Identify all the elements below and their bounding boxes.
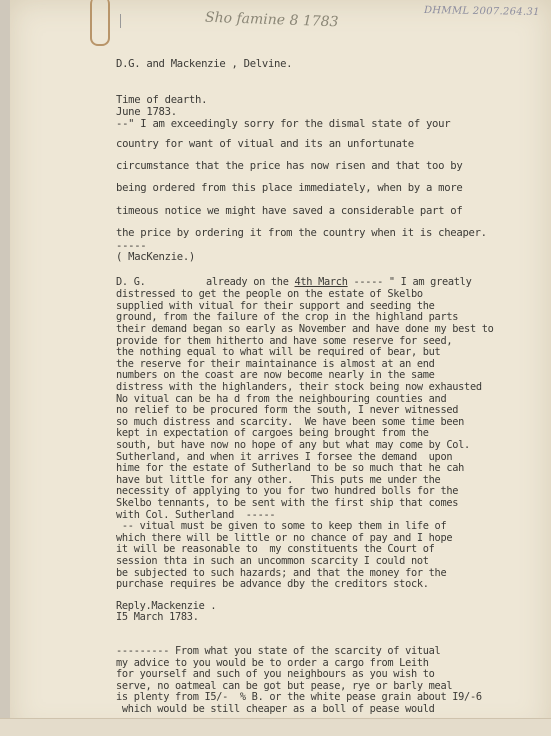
section1-heading: Time of dearth. xyxy=(116,94,208,106)
letter-signature: ( MacKenzie.) xyxy=(116,251,196,263)
letter-line: numbers on the coast are now become nearly in the same xyxy=(116,369,435,381)
letter-intro-line xyxy=(206,276,471,288)
reply-date: I5 March 1783. xyxy=(116,611,199,623)
page-bottom-edge xyxy=(0,718,551,736)
paperclip-icon xyxy=(90,0,110,46)
letter-line: hime for the estate of Sutherland to be so much that he cah xyxy=(116,462,465,474)
pencil-mark xyxy=(120,14,121,28)
letter-line: being ordered from this place immediately, when by a more xyxy=(116,182,463,194)
letter-line: supplied with vitual for their support and seeding the xyxy=(116,300,435,312)
archive-reference-number: DHMML 2007.264.31 xyxy=(423,4,540,19)
letter-line: which there will be little or no chance of pay and I hope xyxy=(116,532,453,544)
letter-line: provide for them hitherto and have some reserve for seed, xyxy=(116,335,453,347)
letter-line: Sutherland, and when it arrives I forsee the demand upon xyxy=(116,451,453,463)
letter-line: distress with the highlanders, their stock being now exhausted xyxy=(116,381,482,393)
handwritten-annotation: Sho famine 8 1783 xyxy=(204,9,339,31)
letter-line: have but little for any other. This puts me under the xyxy=(116,474,441,486)
letter-line: the nothing equal to what will be required of bear, but xyxy=(116,346,441,358)
letter-line: --" I am exceedingly sorry for the dismal state of your xyxy=(116,118,451,130)
letter-line: be subjected to such hazards; and that the money for the xyxy=(116,567,447,579)
letter-line: session thta in such an uncommon scarcity I could not xyxy=(116,555,429,567)
letter-line: distressed to get the people on the estate of Skelbo xyxy=(116,288,423,300)
letter-line: -- vitual must be given to some to keep them in life of xyxy=(116,520,447,532)
letter-line: my advice to you would be to order a cargo from Leith xyxy=(116,657,429,669)
letter-line: their demand began so early as November and have done my best to xyxy=(116,323,494,335)
letter-line: ground, from the failure of the crop in the highland parts xyxy=(116,311,459,323)
letter-line: it will be reasonable to my constituents the Court of xyxy=(116,543,435,555)
letter-line: No vitual can be ha d from the neighbouring counties and xyxy=(116,393,447,405)
letter-line: the price by ordering it from the country when it is cheaper. xyxy=(116,227,487,239)
letter-line: timeous notice we might have saved a considerable part of xyxy=(116,205,463,217)
letter-speaker: D. G. xyxy=(116,276,146,288)
letter-line: circumstance that the price has now risen and that too by xyxy=(116,160,463,172)
letter-line: for yourself and such of you neighbours as you wish to xyxy=(116,668,435,680)
document-title: D.G. and Mackenzie , Delvine. xyxy=(116,58,293,70)
intro-text: already on the xyxy=(206,276,295,288)
letter-line: --------- From what you state of the scarcity of vitual xyxy=(116,645,441,657)
letter-line: necessity of applying to you for two hundred bolls for the xyxy=(116,485,459,497)
reply-heading: Reply.Mackenzie . xyxy=(116,600,217,612)
letter-line: Skelbo tennants, to be sent with the first ship that comes xyxy=(116,497,459,509)
letter-line: so much distress and scarcity. We have been some time been xyxy=(116,416,465,428)
letter-line: the reserve for their maintainance is almost at an end xyxy=(116,358,435,370)
intro-text-end: ----- " I am greatly xyxy=(347,276,472,288)
letter-line: which would be still cheaper as a boll of pease would xyxy=(116,703,435,715)
letter-line: ----- xyxy=(116,240,147,252)
letter-line: is plenty from I5/- % B. or the white pease grain about I9/-6 xyxy=(116,691,482,703)
letter-line: south, but have now no hope of any but what may come by Col. xyxy=(116,439,470,451)
intro-date: 4th March xyxy=(294,276,348,288)
section1-date: June 1783. xyxy=(116,106,177,118)
letter-line: country for want of vitual and its an unfortunate xyxy=(116,138,414,150)
letter-line: serve, no oatmeal can be got but pease, rye or barly meal xyxy=(116,680,453,692)
letter-line: purchase requires be advance dby the creditors stock. xyxy=(116,578,429,590)
letter-line: kept in expectation of cargoes being brought from the xyxy=(116,427,429,439)
letter-line: no relief to be procured form the south, I never witnessed xyxy=(116,404,459,416)
letter-line: with Col. Sutherland ----- xyxy=(116,509,276,521)
